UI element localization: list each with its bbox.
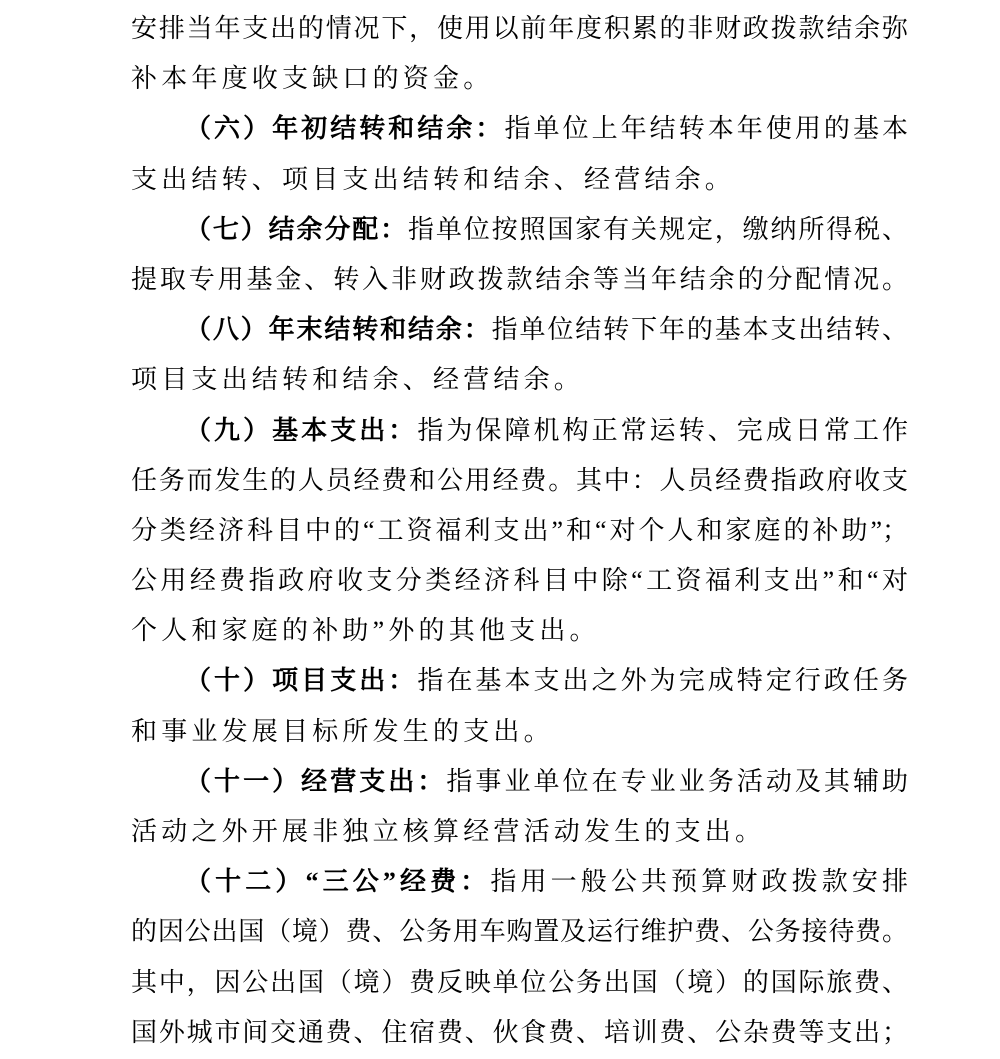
- line-text: 指在基本支出之外为完成特定行政任务: [417, 666, 908, 696]
- line-text: 和事业发展目标所发生的支出。: [131, 716, 554, 746]
- term-label: （十）项目支出：: [185, 666, 418, 696]
- line-text: 指用一般公共预算财政拨款安排: [490, 867, 908, 897]
- line-text: 项目支出结转和结余、经营结余。: [131, 365, 585, 395]
- line-text: 指为保障机构正常运转、完成日常工作: [417, 415, 908, 445]
- line-text: 指单位按照国家有关规定，缴纳所得税、: [408, 214, 908, 244]
- text-line: [131, 456, 908, 506]
- text-line: [131, 907, 908, 957]
- text-line: [131, 656, 908, 706]
- text-line: [131, 1008, 908, 1058]
- document-body: [131, 4, 908, 1058]
- term-label: （六）年初结转和结余：: [185, 114, 505, 144]
- line-text: 指单位上年结转本年使用的基本: [504, 114, 908, 144]
- line-text: 的因公出国（境）费、公务用车购置及运行维护费、公务接待费。: [131, 917, 908, 947]
- line-text: 指单位结转下年的基本支出结转、: [491, 315, 908, 345]
- line-text: 分类经济科目中的“工资福利支出”和“对个人和家庭的补助”；: [131, 515, 908, 545]
- term-label: （九）基本支出：: [185, 415, 418, 445]
- line-text: 补本年度收支缺口的资金。: [131, 64, 494, 94]
- line-text: 个人和家庭的补助”外的其他支出。: [131, 616, 600, 646]
- text-line: [131, 807, 908, 857]
- text-line: [131, 556, 908, 606]
- text-line: [131, 958, 908, 1008]
- term-label: （十一）经营支出：: [185, 766, 447, 796]
- text-line: [131, 506, 908, 556]
- text-line: [131, 155, 908, 205]
- line-text: 其中，因公出国（境）费反映单位公务出国（境）的国际旅费、: [131, 967, 908, 997]
- line-text: 任务而发生的人员经费和公用经费。其中：人员经费指政府收支: [131, 465, 908, 495]
- text-line: [131, 406, 908, 456]
- text-line: [131, 857, 908, 907]
- text-line: [131, 54, 908, 104]
- line-text: 活动之外开展非独立核算经营活动发生的支出。: [131, 817, 766, 846]
- text-line: [131, 104, 908, 154]
- text-line: [131, 255, 908, 305]
- line-text: 指事业单位在专业业务活动及其辅助: [446, 766, 908, 796]
- text-line: [131, 205, 908, 255]
- term-label: （十二）“三公”经费：: [185, 867, 491, 897]
- term-label: （七）结余分配：: [185, 214, 409, 244]
- line-text: 国外城市间交通费、住宿费、伙食费、培训费、公杂费等支出；: [131, 1017, 908, 1047]
- line-text: 公用经费指政府收支分类经济科目中除“工资福利支出”和“对: [131, 566, 908, 596]
- text-line: [131, 757, 908, 807]
- text-line: [131, 355, 908, 405]
- text-line: [131, 4, 908, 54]
- term-label: （八）年末结转和结余：: [185, 315, 492, 345]
- line-text: 安排当年支出的情况下，使用以前年度积累的非财政拨款结余弥: [131, 14, 908, 43]
- text-line: [131, 707, 908, 757]
- line-text: 支出结转、项目支出结转和结余、经营结余。: [131, 164, 736, 194]
- line-text: 提取专用基金、转入非财政拨款结余等当年结余的分配情况。: [131, 264, 908, 294]
- text-line: [131, 305, 908, 355]
- text-line: [131, 606, 908, 656]
